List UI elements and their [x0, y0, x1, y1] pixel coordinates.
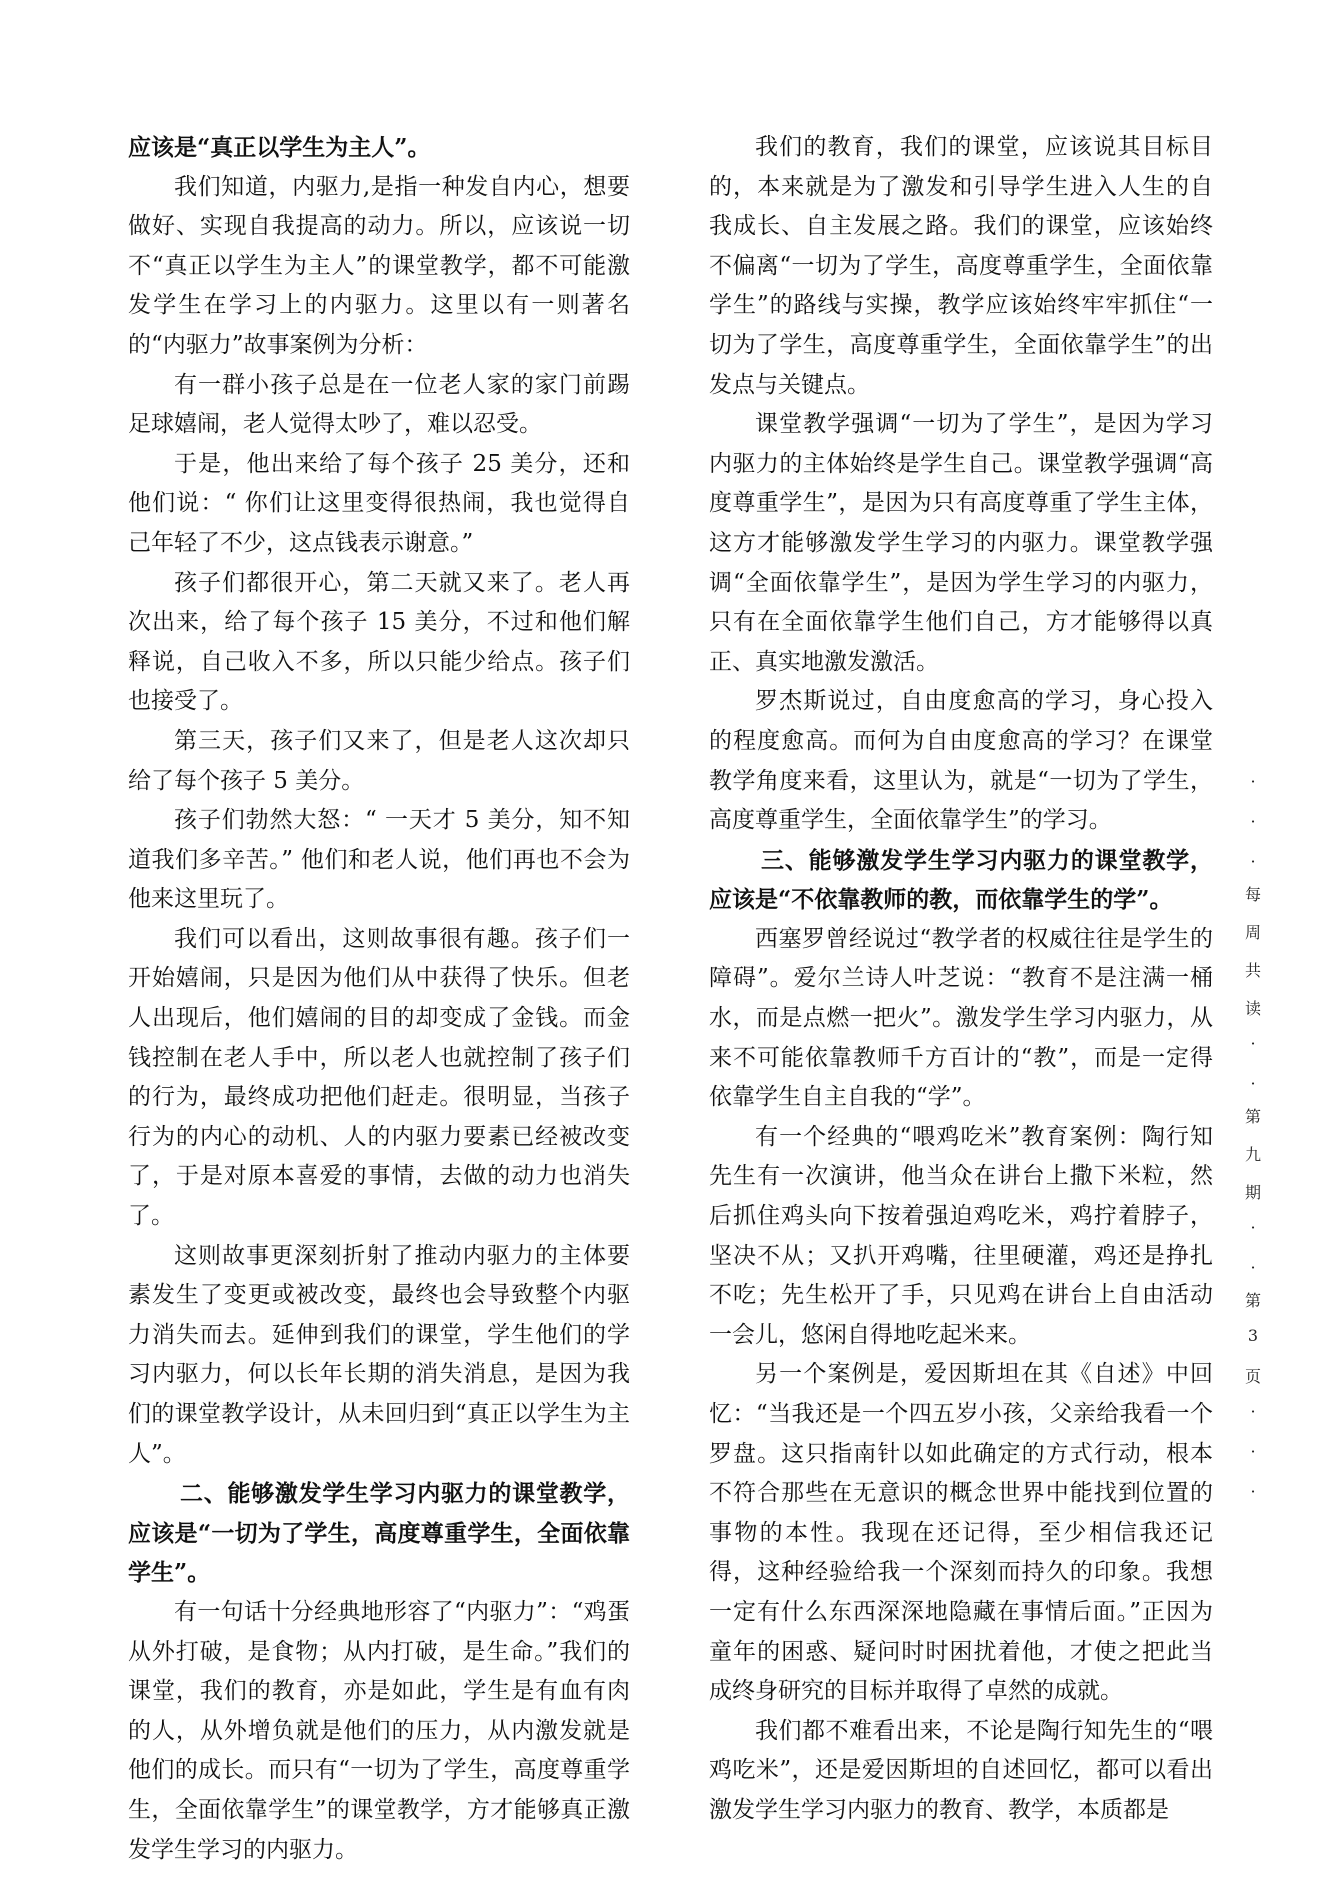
paragraph: 有一句话十分经典地形容了“内驱力”：“鸡蛋从外打破，是食物；从内打破，是生命。”我们的课堂，我们的教育，亦是如此，学生是有血有肉的人，从外增负就是他们的压力，从内激发就是他们的成长。而只有“一切为了学生，高度尊重学生，全面依靠学生”的课堂教学，方才能够真正激发学生学习的内驱力。	[128, 1598, 630, 1863]
paragraph: 孩子们都很开心，第二天就又来了。老人再次出来，给了每个孩子 15 美分，不过和他们解释说，自己收入不多，所以只能少给点。孩子们也接受了。	[128, 569, 630, 715]
paragraph: 第三天，孩子们又来了，但是老人这次却只给了每个孩子 5 美分。	[128, 727, 630, 794]
margin-char: 共	[1244, 961, 1261, 980]
margin-dot: ·	[1250, 1034, 1256, 1053]
margin-char: 期	[1244, 1183, 1261, 1202]
margin-dot: ·	[1250, 1218, 1256, 1237]
margin-dot: ·	[1250, 1074, 1256, 1093]
margin-dot: ·	[1250, 812, 1256, 831]
margin-dot: ·	[1250, 1402, 1256, 1421]
paragraph: 这则故事更深刻折射了推动内驱力的主体要素发生了变更或被改变，最终也会导致整个内驱力消失而去。延伸到我们的课堂，学生他们的学习内驱力，何以长年长期的消失消息，是因为我们的课堂教学设计，从未回归到“真正以学生为主人”。	[128, 1242, 630, 1467]
paragraph: 有一个经典的“喂鸡吃米”教育案例：陶行知先生有一次演讲，他当众在讲台上撒下米粒，然后抓住鸡头向下按着强迫鸡吃米，鸡拧着脖子，坚决不从；又扒开鸡嘴，往里硬灌，鸡还是挣扎不吃；先生松开了手，只见鸡在讲台上自由活动一会儿，悠闲自得地吃起米来。	[709, 1123, 1213, 1348]
paragraph: 我们知道，内驱力,是指一种发自内心，想要做好、实现自我提高的动力。所以，应该说一切不“真正以学生为主人”的课堂教学，都不可能激发学生在学习上的内驱力。这里以有一则著名的“内驱力”故事案例为分析：	[128, 173, 630, 358]
margin-char: 九	[1244, 1145, 1261, 1164]
margin-char: 页	[1244, 1367, 1261, 1386]
paragraph: 我们的教育，我们的课堂，应该说其目标目的，本来就是为了激发和引导学生进入人生的自我成长、自主发展之路。我们的课堂，应该始终不偏离“一切为了学生，高度尊重学生，全面依靠学生”的路线与实操，教学应该始终牢牢抓住“一切为了学生，高度尊重学生，全面依靠学生”的出发点与关键点。	[709, 134, 1213, 398]
paragraph: 另一个案例是，爱因斯坦在其《自述》中回忆：“当我还是一个四五岁小孩，父亲给我看一个罗盘。这只指南针以如此确定的方式行动，根本不符合那些在无意识的概念世界中能找到位置的事物的本性。我现在还记得，至少相信我还记得，这种经验给我一个深刻而持久的印象。我想一定有什么东西深深地隐藏在事情后面。”正因为童年的困惑、疑问时时困扰着他，才使之把此当成终身研究的目标并取得了卓然的成就。	[709, 1361, 1213, 1705]
margin-dot: ·	[1250, 1258, 1256, 1277]
section-heading-continued: 应该是“真正以学生为主人”。	[128, 134, 431, 161]
section-heading-2: 二、能够激发学生学习内驱力的课堂教学，应该是“一切为了学生，高度尊重学生，全面依靠学生”。	[128, 1480, 630, 1587]
margin-dot: ·	[1250, 852, 1256, 871]
paragraph: 课堂教学强调“一切为了学生”，是因为学习内驱力的主体始终是学生自己。课堂教学强调“高度尊重学生”，是因为只有高度尊重了学生主体，这方才能够激发学生学习的内驱力。课堂教学强调“全面依靠学生”，是因为学生学习的内驱力，只有在全面依靠学生他们自己，方才能够得以真正、真实地激发激活。	[709, 411, 1213, 675]
section-heading-3: 三、能够激发学生学习内驱力的课堂教学，应该是“不依靠教师的教，而依靠学生的学”。	[709, 846, 1213, 914]
margin-char: 读	[1244, 999, 1261, 1018]
paragraph: 西塞罗曾经说过“教学者的权威往往是学生的障碍”。爱尔兰诗人叶芝说：“教育不是注满一桶水，而是点燃一把火”。激发学生学习内驱力，从来不可能依靠教师千方百计的“教”，而是一定得依靠学生自主自我的“学”。	[709, 925, 1213, 1111]
margin-dot: ·	[1250, 772, 1256, 791]
margin-char: 周	[1244, 923, 1261, 942]
margin-char: 3	[1247, 1326, 1259, 1345]
margin-dot: ·	[1250, 1442, 1256, 1461]
right-column	[709, 128, 1213, 1831]
margin-char: 每	[1244, 885, 1261, 904]
paragraph: 有一群小孩子总是在一位老人家的家门前踢足球嬉闹，老人觉得太吵了，难以忍受。	[128, 371, 630, 438]
paragraph: 于是，他出来给了每个孩子 25 美分，还和他们说：“ 你们让这里变得很热闹，我也觉得自己年轻了不少，这点钱表示谢意。”	[128, 450, 630, 556]
paragraph: 我们都不难看出来，不论是陶行知先生的“喂鸡吃米”，还是爱因斯坦的自述回忆，都可以看出激发学生学习内驱力的教育、教学，本质都是	[709, 1717, 1213, 1823]
paragraph: 我们可以看出，这则故事很有趣。孩子们一开始嬉闹，只是因为他们从中获得了快乐。但老人出现后，他们嬉闹的目的却变成了金钱。而金钱控制在老人手中，所以老人也就控制了孩子们的行为，最终成功把他们赶走。很明显，当孩子行为的内心的动机、人的内驱力要素已经被改变了，于是对原本喜爱的事情，去做的动力也消失了。	[128, 925, 630, 1230]
left-column	[128, 128, 630, 1870]
paragraph: 罗杰斯说过，自由度愈高的学习，身心投入的程度愈高。而何为自由度愈高的学习？在课堂教学角度来看，这里认为，就是“一切为了学生，高度尊重学生，全面依靠学生”的学习。	[709, 688, 1213, 834]
margin-char: 第	[1244, 1107, 1261, 1126]
paragraph: 孩子们勃然大怒：“ 一天才 5 美分，知不知道我们多辛苦。” 他们和老人说，他们再也不会为他来这里玩了。	[128, 807, 630, 913]
margin-dot: ·	[1250, 1482, 1256, 1501]
margin-char: 第	[1244, 1291, 1261, 1310]
